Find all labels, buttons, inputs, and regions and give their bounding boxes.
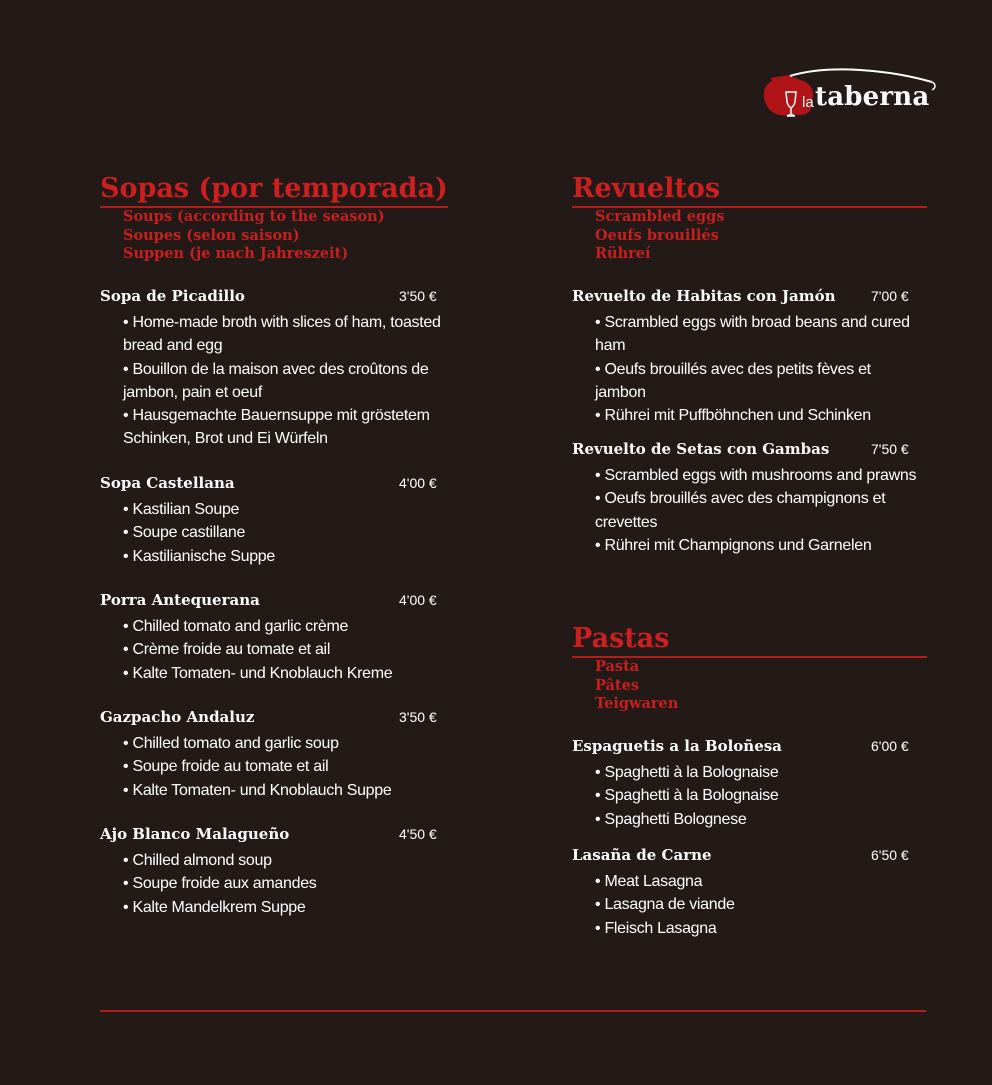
- item-price: 6'50 €: [871, 847, 909, 863]
- item-name: Gazpacho Andaluz: [100, 708, 255, 726]
- item-price: 3'50 €: [399, 288, 437, 304]
- item-price: 6'00 €: [871, 738, 909, 754]
- menu-item: [100, 474, 445, 568]
- item-description: • Kastilian Soupe: [123, 501, 240, 518]
- item-description: • Scrambled eggs with mushrooms and prawns: [595, 467, 917, 484]
- item-description: • Oeufs brouillés avec des petits fèves et jambon: [595, 360, 871, 401]
- section-subtitle: Suppen (je nach Jahreszeit): [123, 245, 349, 262]
- section-title: Pastas: [572, 622, 927, 658]
- item-name: Revuelto de Habitas con Jamón: [572, 287, 836, 305]
- section-subtitle: Soupes (selon saison): [123, 226, 300, 244]
- menu-item: [100, 591, 445, 685]
- logo-name: taberna: [815, 82, 930, 112]
- menu-item: [100, 708, 445, 802]
- item-description: • Soupe froide au tomate et ail: [123, 758, 329, 776]
- section-title: Sopas (por temporada): [100, 172, 448, 208]
- item-name: Lasaña de Carne: [572, 846, 712, 864]
- item-description: • Chilled tomato and garlic soup: [123, 735, 339, 752]
- item-description: • Scrambled eggs with broad beans and cured ham: [595, 314, 910, 355]
- menu-item: [100, 825, 445, 919]
- item-description: • Spaghetti Bolognese: [595, 810, 747, 828]
- item-description: • Soupe castillane: [123, 524, 246, 542]
- logo: [760, 66, 950, 128]
- item-description: • Spaghetti à la Bolognaise: [595, 764, 779, 781]
- item-price: 4'00 €: [399, 475, 437, 491]
- item-name: Ajo Blanco Malagueño: [100, 825, 290, 843]
- item-description: • Lasagna de viande: [595, 896, 735, 914]
- item-description: • Oeufs brouillés avec des champignons et crevettes: [595, 490, 886, 531]
- section-subtitle: Scrambled eggs: [595, 208, 725, 225]
- item-description: • Home-made broth with slices of ham, toasted bread and egg: [123, 314, 441, 355]
- item-description: • Chilled almond soup: [123, 852, 272, 869]
- item-name: Sopa Castellana: [100, 474, 235, 492]
- section-title: Revueltos: [572, 172, 927, 208]
- item-price: 3'50 €: [399, 709, 437, 725]
- item-description: • Bouillon de la maison avec des croûtons de jambon, pain et oeuf: [123, 360, 429, 401]
- section-revueltos: [572, 172, 927, 264]
- item-description: • Kalte Tomaten- und Knoblauch Suppe: [123, 781, 392, 799]
- section-subtitle: Rühreí: [595, 245, 651, 262]
- menu-item: [100, 287, 445, 451]
- item-price: 7'50 €: [871, 441, 909, 457]
- menu-item: [572, 287, 917, 427]
- section-subtitle: Teigwaren: [595, 695, 679, 712]
- item-price: 4'50 €: [399, 826, 437, 842]
- item-description: • Rührei mit Champignons und Garnelen: [595, 536, 872, 554]
- item-description: • Kastilianische Suppe: [123, 547, 275, 565]
- item-description: • Rührei mit Puffböhnchen und Schinken: [595, 407, 871, 425]
- menu-item: [572, 737, 917, 831]
- section-pastas: [572, 622, 927, 714]
- item-description: • Hausgemachte Bauernsuppe mit gröstetem Schinken, Brot und Ei Würfeln: [123, 407, 430, 448]
- item-name: Espaguetis a la Boloñesa: [572, 737, 782, 755]
- item-description: • Soupe froide aux amandes: [123, 875, 317, 893]
- item-name: Sopa de Picadillo: [100, 287, 245, 305]
- menu-item: [572, 846, 917, 940]
- item-description: • Crème froide au tomate et ail: [123, 641, 331, 659]
- item-description: • Kalte Mandelkrem Suppe: [123, 898, 306, 916]
- item-description: • Kalte Tomaten- und Knoblauch Kreme: [123, 664, 393, 682]
- item-price: 4'00 €: [399, 592, 437, 608]
- section-subtitle: Pâtes: [595, 676, 639, 694]
- item-name: Porra Antequerana: [100, 591, 260, 609]
- logo-prefix: la: [802, 94, 814, 111]
- section-subtitle: Soups (according to the season): [123, 208, 385, 225]
- section-subtitle: Oeufs brouillés: [595, 226, 719, 244]
- item-description: • Meat Lasagna: [595, 873, 703, 890]
- bottom-divider: [100, 1010, 926, 1012]
- item-description: • Spaghetti à la Bolognaise: [595, 787, 779, 805]
- item-description: • Chilled tomato and garlic crème: [123, 618, 349, 635]
- section-sopas: [100, 172, 455, 264]
- section-subtitle: Pasta: [595, 658, 640, 675]
- item-name: Revuelto de Setas con Gambas: [572, 440, 830, 458]
- item-price: 7'00 €: [871, 288, 909, 304]
- item-description: • Fleisch Lasagna: [595, 919, 717, 937]
- menu-item: [572, 440, 917, 557]
